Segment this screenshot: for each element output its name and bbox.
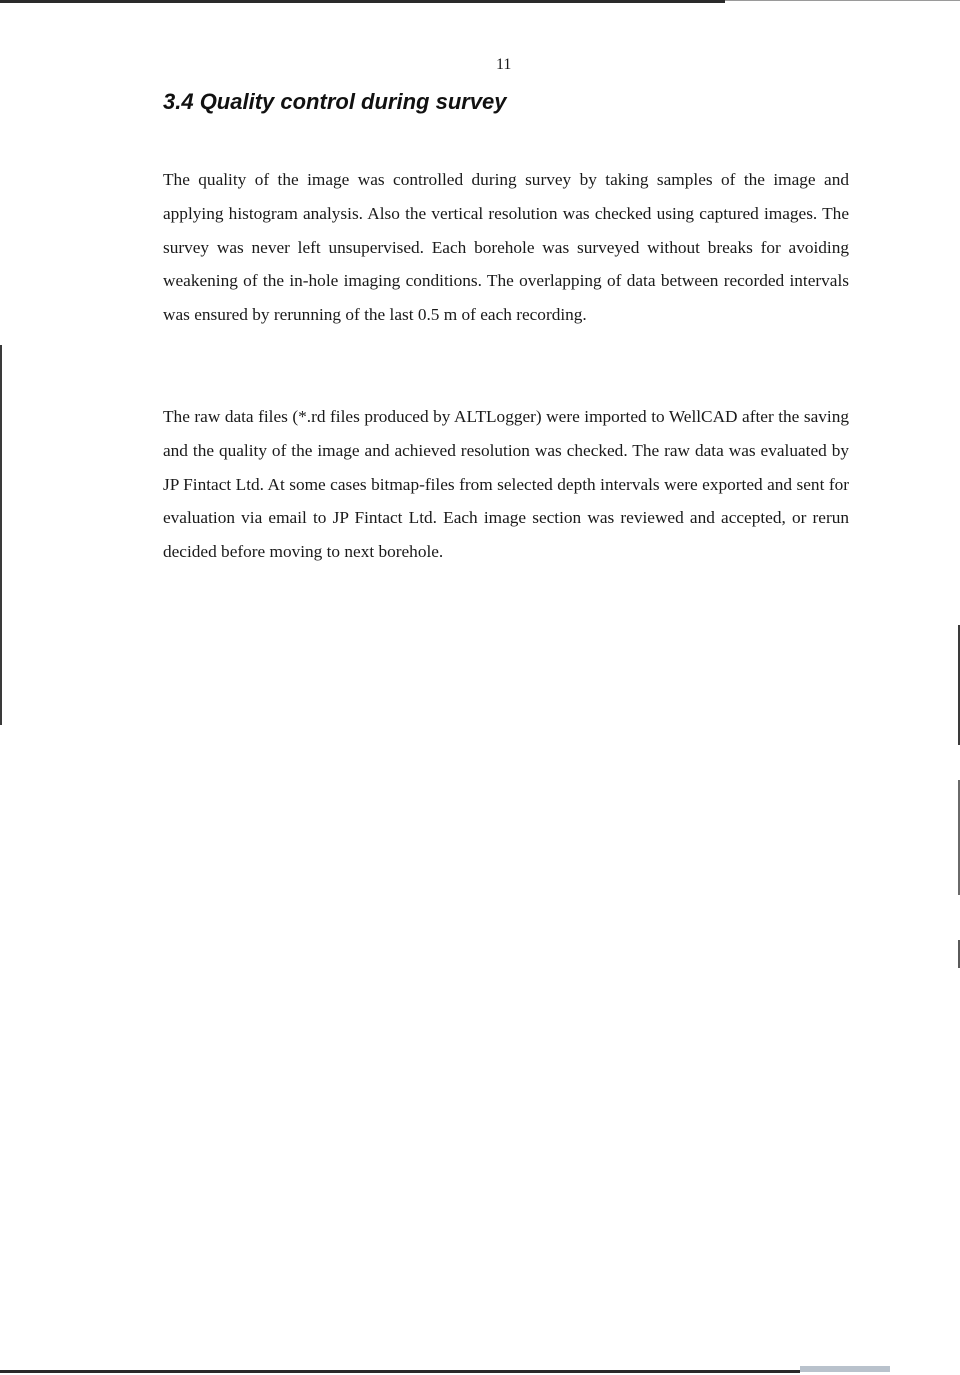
scan-edge-mark-left xyxy=(0,345,2,725)
scan-border-bottom-faint xyxy=(800,1366,890,1372)
page-number: 11 xyxy=(496,56,512,73)
section-heading: 3.4 Quality control during survey xyxy=(163,89,507,114)
scan-border-top-faint xyxy=(725,0,960,1)
body-paragraph: The raw data files (*.rd files produced by ALTLogger) were imported to WellCAD after the saving and the quality of the image and achieved resolution was checked. The raw data was evaluated by JP Fintact Ltd. At some cases bitmap-files from selected depth intervals were exported and sent for evaluation via email to JP Fintact Ltd. Each image section was reviewed and accepted, or rerun decided before moving to next borehole. xyxy=(163,407,849,562)
scan-border-bottom xyxy=(0,1370,800,1373)
body-paragraph: The quality of the image was controlled during survey by taking samples of the image and applying histogram analysis. Also the vertical resolution was checked using captured images. The survey was never left unsupervised. Each borehole was surveyed without breaks for avoiding weakening of the in-hole imaging conditions. The overlapping of data between recorded intervals was ensured by rerunning of the last 0.5 m of each recording. xyxy=(163,170,849,325)
scan-border-top xyxy=(0,0,725,3)
